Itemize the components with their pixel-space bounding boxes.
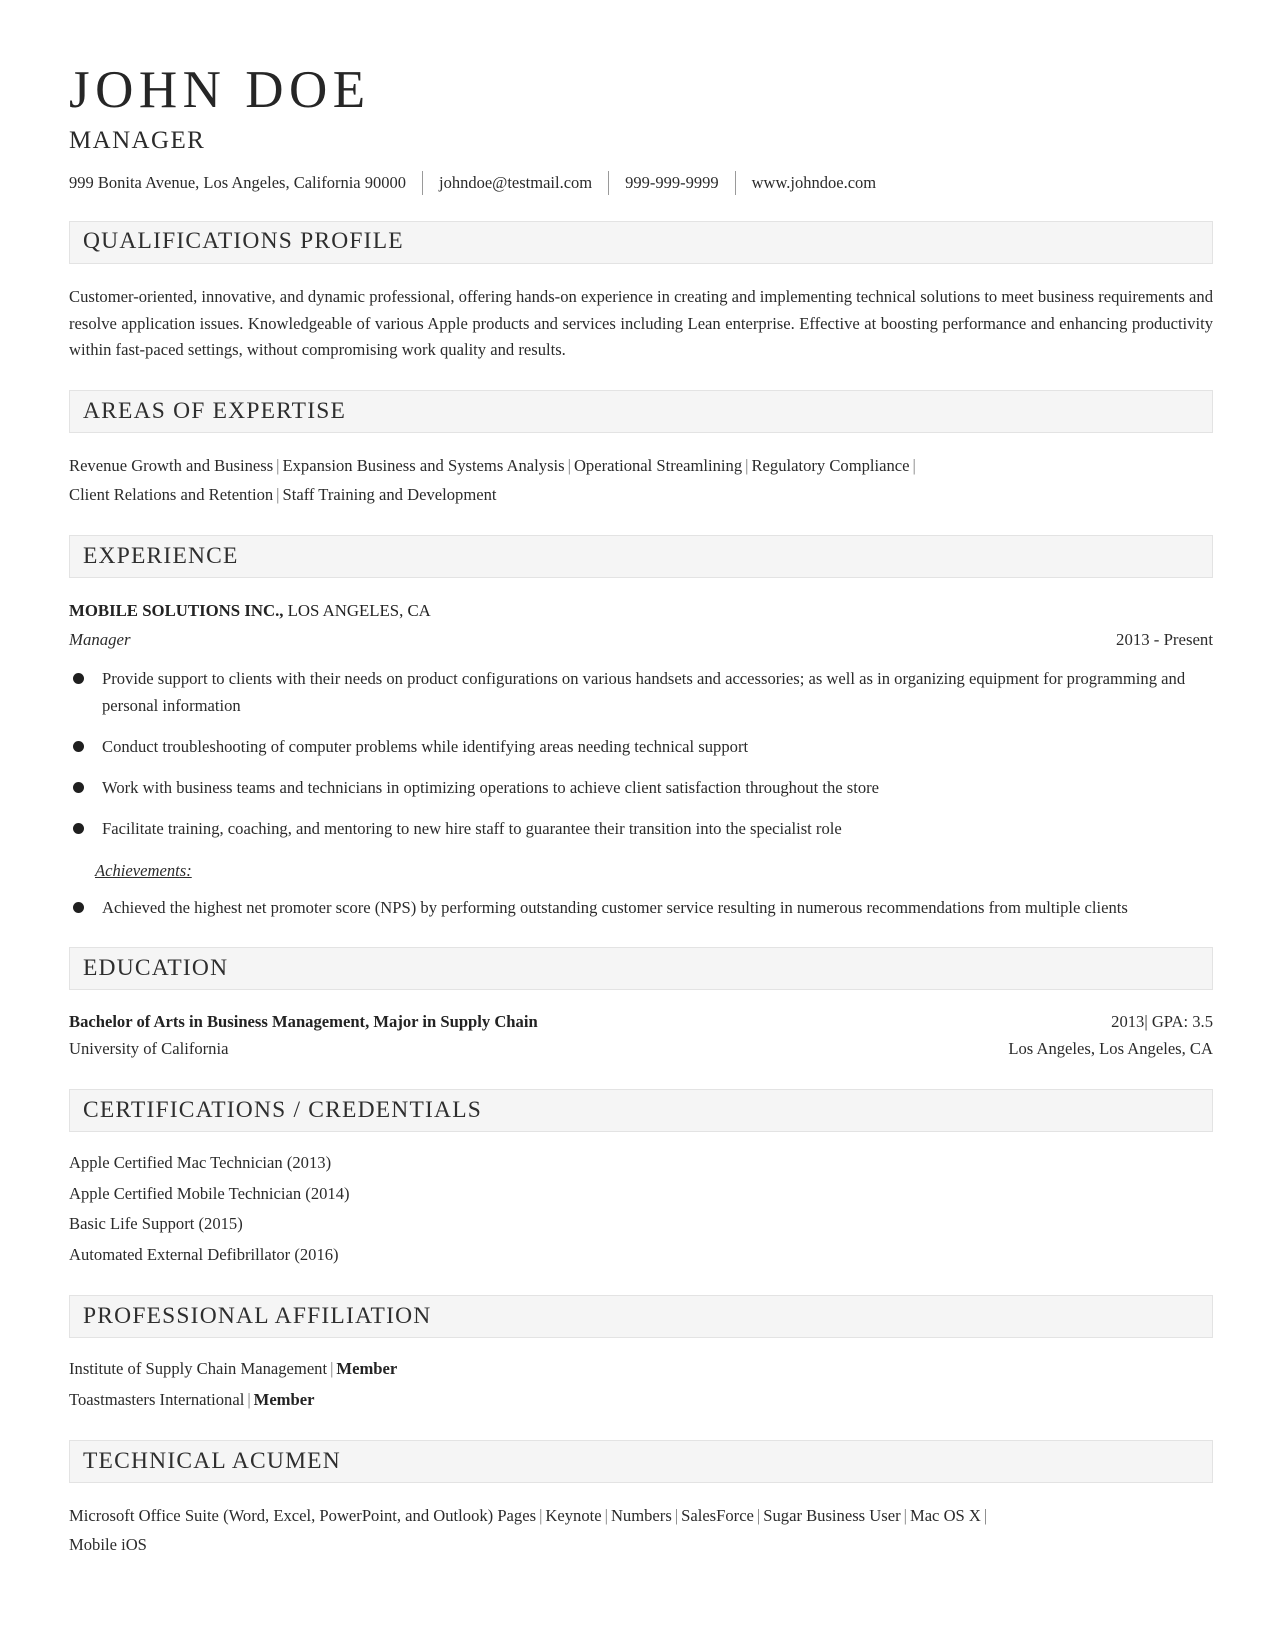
achievements-bullet-list (69, 895, 1213, 922)
pipe-separator: | (912, 456, 916, 476)
technical-item: Sugar Business User (763, 1506, 901, 1526)
list-item (69, 1386, 1213, 1415)
section-title: PROFESSIONAL AFFILIATION (83, 1303, 432, 1330)
certifications-list (69, 1149, 1213, 1269)
technical-item: SalesForce (681, 1506, 754, 1526)
bullet-dot-icon (73, 823, 84, 834)
bullet-text: Work with business teams and technicians in optimizing operations to achieve client satisfaction throughout the store (102, 777, 880, 797)
contact-address: 999 Bonita Avenue, Los Angeles, California 90000 (69, 172, 406, 192)
pipe-separator: | (756, 1506, 761, 1526)
technical-item: Keynote (545, 1506, 602, 1526)
role-title: Manager (69, 630, 131, 650)
pipe-separator: | (745, 456, 749, 476)
technical-item: Mobile iOS (69, 1534, 147, 1554)
expertise-line (69, 452, 1213, 481)
education-degree-row (69, 1009, 1213, 1036)
affiliation-org: Toastmasters International (69, 1389, 245, 1409)
education-location: Los Angeles, Los Angeles, CA (1008, 1039, 1213, 1059)
expertise-item: Operational Streamlining (573, 456, 743, 476)
affiliation-org: Institute of Supply Chain Management (69, 1359, 328, 1379)
list-item: Basic Life Support (2015) (69, 1214, 243, 1234)
list-item (69, 816, 1213, 843)
bullet-dot-icon (73, 741, 84, 752)
pipe-separator: | (539, 1506, 543, 1526)
section-title: CERTIFICATIONS / CREDENTIALS (83, 1096, 483, 1123)
section-title: EXPERIENCE (83, 543, 239, 570)
pipe-separator: | (276, 484, 280, 504)
education-school: University of California (69, 1039, 229, 1059)
education-school-row (69, 1036, 1213, 1063)
company-name: MOBILE SOLUTIONS INC., (69, 601, 284, 621)
education-year-gpa: 2013| GPA: 3.5 (1111, 1012, 1213, 1032)
bullet-dot-icon (73, 782, 84, 793)
pipe-separator: | (276, 456, 280, 476)
section-header-experience (69, 535, 1213, 578)
bullet-text: Facilitate training, coaching, and mentoring to new hire staff to guarantee their transition into the specialist role (102, 818, 842, 838)
section-header-technical-acumen (69, 1440, 1213, 1483)
contact-line (69, 171, 1213, 195)
expertise-line (69, 481, 1213, 510)
experience-role-row (69, 630, 1213, 650)
list-item: Apple Certified Mobile Technician (2014) (69, 1183, 350, 1203)
pipe-separator: | (604, 1506, 608, 1526)
list-item (69, 1355, 1213, 1384)
section-header-areas-of-expertise (69, 390, 1213, 433)
section-title: TECHNICAL ACUMEN (83, 1448, 341, 1475)
expertise-item: Staff Training and Development (282, 484, 497, 504)
contact-website[interactable]: www.johndoe.com (751, 172, 877, 192)
section-header-qualifications-profile (69, 221, 1213, 264)
contact-divider (422, 171, 423, 195)
candidate-name: JOHN DOE (69, 61, 371, 119)
experience-company (69, 600, 1213, 622)
bullet-text: Achieved the highest net promoter score (NPS) by performing outstanding customer service resulting in numerous recommendations from multiple clients (102, 897, 1128, 917)
technical-item: Microsoft Office Suite (Word, Excel, PowerPoint, and Outlook) Pages (69, 1506, 537, 1526)
areas-of-expertise-list (69, 452, 1213, 509)
section-title: EDUCATION (83, 955, 229, 982)
list-item: Apple Certified Mac Technician (2013) (69, 1153, 332, 1173)
achievements-label: Achievements: (95, 860, 192, 880)
technical-item: Numbers (610, 1506, 672, 1526)
list-item (69, 734, 1213, 761)
section-title: QUALIFICATIONS PROFILE (83, 228, 404, 255)
section-title: AREAS OF EXPERTISE (83, 398, 347, 425)
contact-email[interactable]: johndoe@testmail.com (438, 172, 593, 192)
expertise-item: Expansion Business and Systems Analysis (282, 456, 565, 476)
company-location: LOS ANGELES, CA (283, 601, 431, 621)
section-header-education (69, 947, 1213, 990)
section-header-professional-affiliation (69, 1295, 1213, 1338)
pipe-separator: | (983, 1506, 988, 1526)
expertise-item: Client Relations and Retention (69, 484, 274, 504)
qualifications-profile-text: Customer-oriented, innovative, and dynamic professional, offering hands-on experience in creating and implementing technical solutions to meet business requirements and resolve application issues. Knowledgeable of various Apple products and services including Lean enterprise. Effective at boosting performance and enhancing productivity within fast-paced settings, without compromising work quality and results. (69, 286, 1213, 360)
technical-acumen-list (69, 1502, 1213, 1559)
technical-item: Mac OS X (909, 1506, 981, 1526)
affiliation-role: Member (253, 1389, 315, 1409)
list-item: Automated External Defibrillator (2016) (69, 1244, 339, 1264)
education-degree: Bachelor of Arts in Business Management, Major in Supply Chain (69, 1012, 538, 1032)
list-item (69, 775, 1213, 802)
bullet-text: Provide support to clients with their needs on product configurations on various handsets and accessories; as well as in organizing equipment for programming and personal information (102, 669, 1186, 716)
contact-divider (608, 171, 609, 195)
section-header-certifications (69, 1089, 1213, 1132)
list-item (69, 895, 1213, 922)
bullet-dot-icon (73, 902, 84, 913)
expertise-item: Regulatory Compliance (751, 456, 910, 476)
experience-bullet-list (69, 666, 1213, 842)
bullet-dot-icon (73, 673, 84, 684)
contact-divider (735, 171, 736, 195)
pipe-separator: | (903, 1506, 907, 1526)
bullet-text: Conduct troubleshooting of computer problems while identifying areas needing technical support (102, 736, 749, 756)
resume-header (69, 62, 1213, 195)
list-item (69, 666, 1213, 720)
expertise-item: Revenue Growth and Business (69, 456, 274, 476)
pipe-separator: | (567, 456, 571, 476)
role-dates: 2013 - Present (1116, 630, 1213, 650)
technical-line (69, 1531, 1213, 1560)
pipe-separator: | (247, 1389, 251, 1409)
pipe-separator: | (330, 1359, 334, 1379)
technical-line (69, 1502, 1213, 1531)
candidate-job-title: MANAGER (69, 127, 206, 155)
affiliation-role: Member (336, 1359, 398, 1379)
contact-phone[interactable]: 999-999-9999 (625, 172, 719, 192)
pipe-separator: | (674, 1506, 679, 1526)
affiliation-list (69, 1355, 1213, 1414)
